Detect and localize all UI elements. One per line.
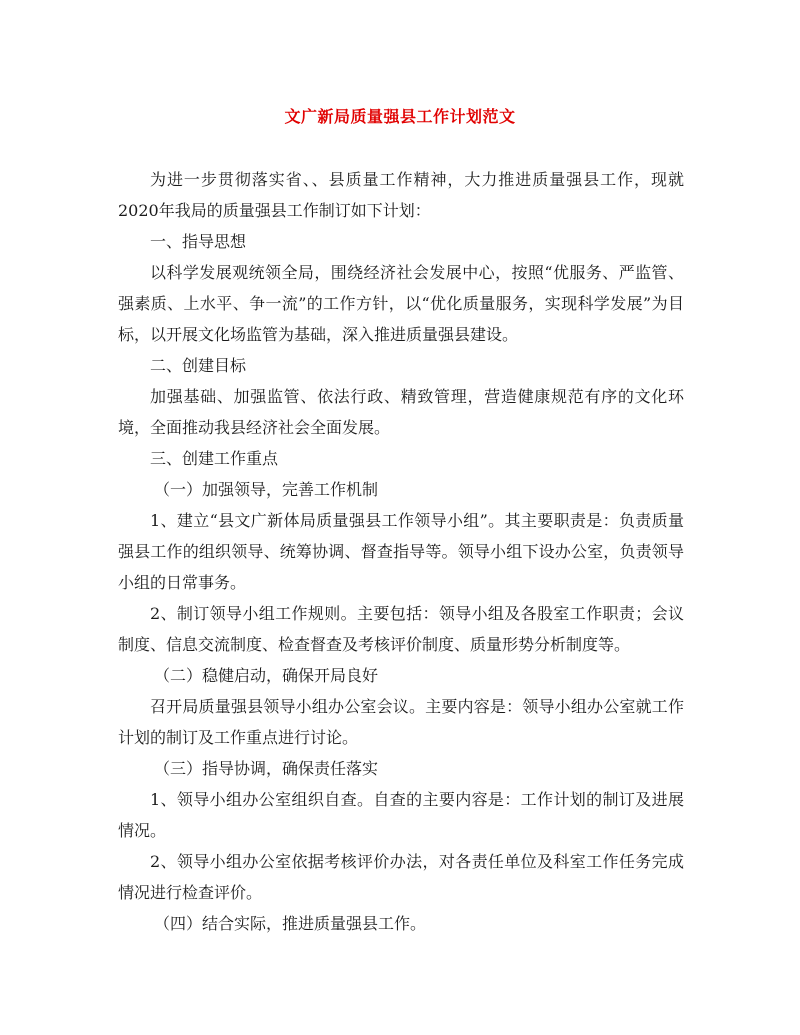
subheading-combine-practice: （四）结合实际，推进质量强县工作。 — [154, 914, 427, 933]
document-title: 文广新局质量强县工作计划范文 — [284, 107, 516, 126]
item-office-meeting: 召开局质量强县领导小组办公室会议。主要内容是：领导小组办公室就工作计划的制订及工作重点进行讨论。 — [118, 697, 684, 747]
item-self-check: 1、领导小组办公室组织自查。自查的主要内容是：工作计划的制订及进展情况。 — [118, 790, 684, 840]
subheading-coordination: （三）指导协调，确保责任落实 — [154, 759, 379, 778]
guiding-ideology-paragraph: 以科学发展观统领全局，围绕经济社会发展中心，按照“优服务、严监管、强素质、上水平、争一流”的工作方针，以“优化质量服务，实现科学发展”为目标，以开展文化场监管为基础，深入推进质量强县建设。 — [118, 263, 684, 344]
document-body — [118, 164, 684, 939]
goals-paragraph: 加强基础、加强监管、依法行政、精致管理，营造健康规范有序的文化环境，全面推动我县经济社会全面发展。 — [118, 387, 684, 437]
intro-paragraph: 为进一步贯彻落实省、、县质量工作精神，大力推进质量强县工作，现就2020年我局的质量强县工作制订如下计划： — [118, 170, 684, 220]
section-heading-goals: 二、创建目标 — [150, 356, 247, 375]
section-heading-guiding-ideology: 一、指导思想 — [150, 232, 247, 251]
item-work-rules: 2、制订领导小组工作规则。主要包括：领导小组及各股室工作职责；会议制度、信息交流制度、检查督查及考核评价制度、质量形势分析制度等。 — [118, 604, 684, 654]
section-heading-key-work: 三、创建工作重点 — [150, 449, 279, 468]
subheading-steady-start: （二）稳健启动，确保开局良好 — [154, 666, 379, 685]
subheading-strengthen-leadership: （一）加强领导，完善工作机制 — [154, 480, 379, 499]
item-establish-group: 1、建立“县文广新体局质量强县工作领导小组”。其主要职责是：负责质量强县工作的组织领导、统筹协调、督查指导等。领导小组下设办公室，负责领导小组的日常事务。 — [118, 511, 684, 592]
item-evaluation: 2、领导小组办公室依据考核评价办法，对各责任单位及科室工作任务完成情况进行检查评价。 — [118, 852, 684, 902]
